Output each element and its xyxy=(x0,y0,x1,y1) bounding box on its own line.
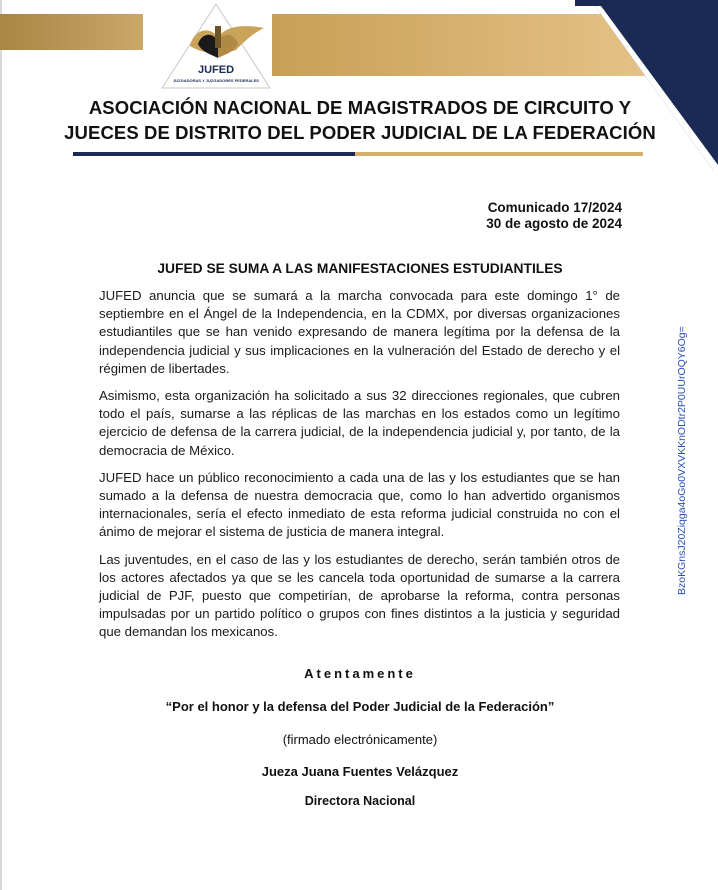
body-paragraph: Las juventudes, en el caso de las y los estudiantes de derecho, serán también otros de los actores afectados ya que se les cancela toda oportunidad de sumarse a la carrera judicial de PJF, puesto que competirían, de aprobarse la reforma, contra personas impulsadas por un partido político o grupos con fines distintos a la justicia y seguridad que demandan los mexicanos. xyxy=(99,551,620,640)
closing-motto: “Por el honor y la defensa del Poder Judicial de la Federación” xyxy=(165,699,555,714)
header-divider xyxy=(73,152,643,156)
organization-title-line-2: JUECES DE DISTRITO DEL PODER JUDICIAL DE LA FEDERACIÓN xyxy=(64,122,656,143)
closing-atentamente: Atentamente xyxy=(304,666,416,681)
organization-title xyxy=(40,95,680,145)
divider-navy xyxy=(73,152,355,156)
svg-text:JUZGADORAS Y JUZGADORES FEDERA: JUZGADORAS Y JUZGADORES FEDERALES xyxy=(173,78,259,83)
body-paragraph: Asimismo, esta organización ha solicitado a sus 32 direcciones regionales, que cubren todo el país, sumarse a las réplicas de las marchas en los estados como un legítimo ejercicio de defensa de la carrera judicial, de la independencia judicial y, por tanto, de la democracia de México. xyxy=(99,388,620,458)
page-edge xyxy=(0,0,2,890)
communique-date: 30 de agosto de 2024 xyxy=(486,216,622,231)
organization-title-line-1: ASOCIACIÓN NACIONAL DE MAGISTRADOS DE CIRCUITO Y xyxy=(88,97,632,118)
document-body xyxy=(99,287,620,651)
signature-note: (firmado electrónicamente) xyxy=(282,732,438,747)
divider-gold xyxy=(355,152,643,156)
jufed-logo xyxy=(160,2,272,90)
body-paragraph: JUFED hace un público reconocimiento a cada una de las y los estudiantes que se han sumado a la defensa de nuestra democracia que, como lo han advertido organismos internacionales, sería el efecto inmediato de esta reforma judicial construida no con el ánimo de mejorar el sistema de justicia de manera integral. xyxy=(99,469,620,540)
svg-text:JUFED: JUFED xyxy=(197,64,235,76)
communique-number: Comunicado 17/2024 xyxy=(487,200,622,215)
signer-name: Jueza Juana Fuentes Velázquez xyxy=(261,764,459,779)
signer-role: Directora Nacional xyxy=(304,794,416,808)
verification-code: BzoKGnsJ20Ziqga4oGo0VXVKKnODtr2P0UUrOQY6Og= xyxy=(676,326,688,595)
document-heading: JUFED SE SUMA A LAS MANIFESTACIONES ESTUDIANTILES xyxy=(157,261,563,276)
communique-meta xyxy=(486,200,622,232)
header-gold-band-left xyxy=(0,14,143,50)
body-paragraph: JUFED anuncia que se sumará a la marcha convocada para este domingo 1° de septiembre en el Ángel de la Independencia, en la CDMX, por diversas organizaciones estudiantiles que se han venido expresando de manera legítima por la defensa de la independencia judicial y sus implicaciones en la vulneración del Estado de derecho y el régimen de libertades. xyxy=(99,288,620,376)
